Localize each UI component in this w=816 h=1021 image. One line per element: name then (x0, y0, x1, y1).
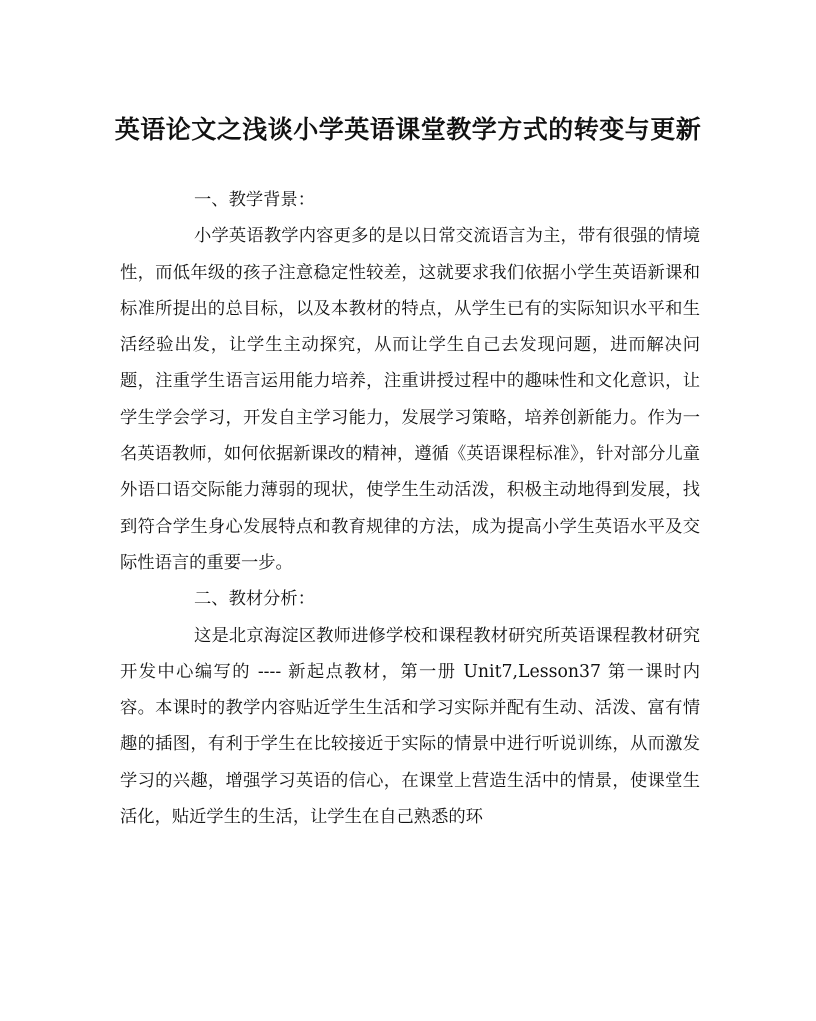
document-body (120, 182, 700, 835)
document-title: 英语论文之浅谈小学英语课堂教学方式的转变与更新 (114, 115, 702, 144)
paragraph-material-analysis: 这是北京海淀区教师进修学校和课程教材研究所英语课程教材研究开发中心编写的 ---- 新起点教材，第一册 Unit7,Lesson37 第一课时内容。本课时的教学内容贴近学生生活和学习实际并配有生动、活泼、富有情趣的插图，有利于学生在比较接近于实际的情景中进行听说训练，从而激发学习的兴趣，增强学习英语的信心，在课堂上营造生活中的情景，使课堂生活化，贴近学生的生活，让学生在自己熟悉的环 (120, 625, 700, 828)
section-heading-material-analysis: 二、教材分析： (194, 589, 315, 610)
paragraph-background: 小学英语教学内容更多的是以日常交流语言为主，带有很强的情境性，而低年级的孩子注意稳定性较差，这就要求我们依据小学生英语新课和标准所提出的总目标，以及本教材的特点，从学生已有的实际知识水平和生活经验出发，让学生主动探究，从而让学生自己去发现问题，进而解决问题，注重学生语言运用能力培养，注重讲授过程中的趣味性和文化意识，让学生学会学习，开发自主学习能力，发展学习策略，培养创新能力。作为一名英语教师，如何依据新课改的精神，遵循《英语课程标准》，针对部分儿童外语口语交际能力薄弱的现状，使学生生动活泼，积极主动地得到发展，找到符合学生身心发展特点和教育规律的方法，成为提高小学生英语水平及交际性语言的重要一步。 (120, 226, 700, 573)
section-heading-background: 一、教学背景： (194, 190, 315, 210)
